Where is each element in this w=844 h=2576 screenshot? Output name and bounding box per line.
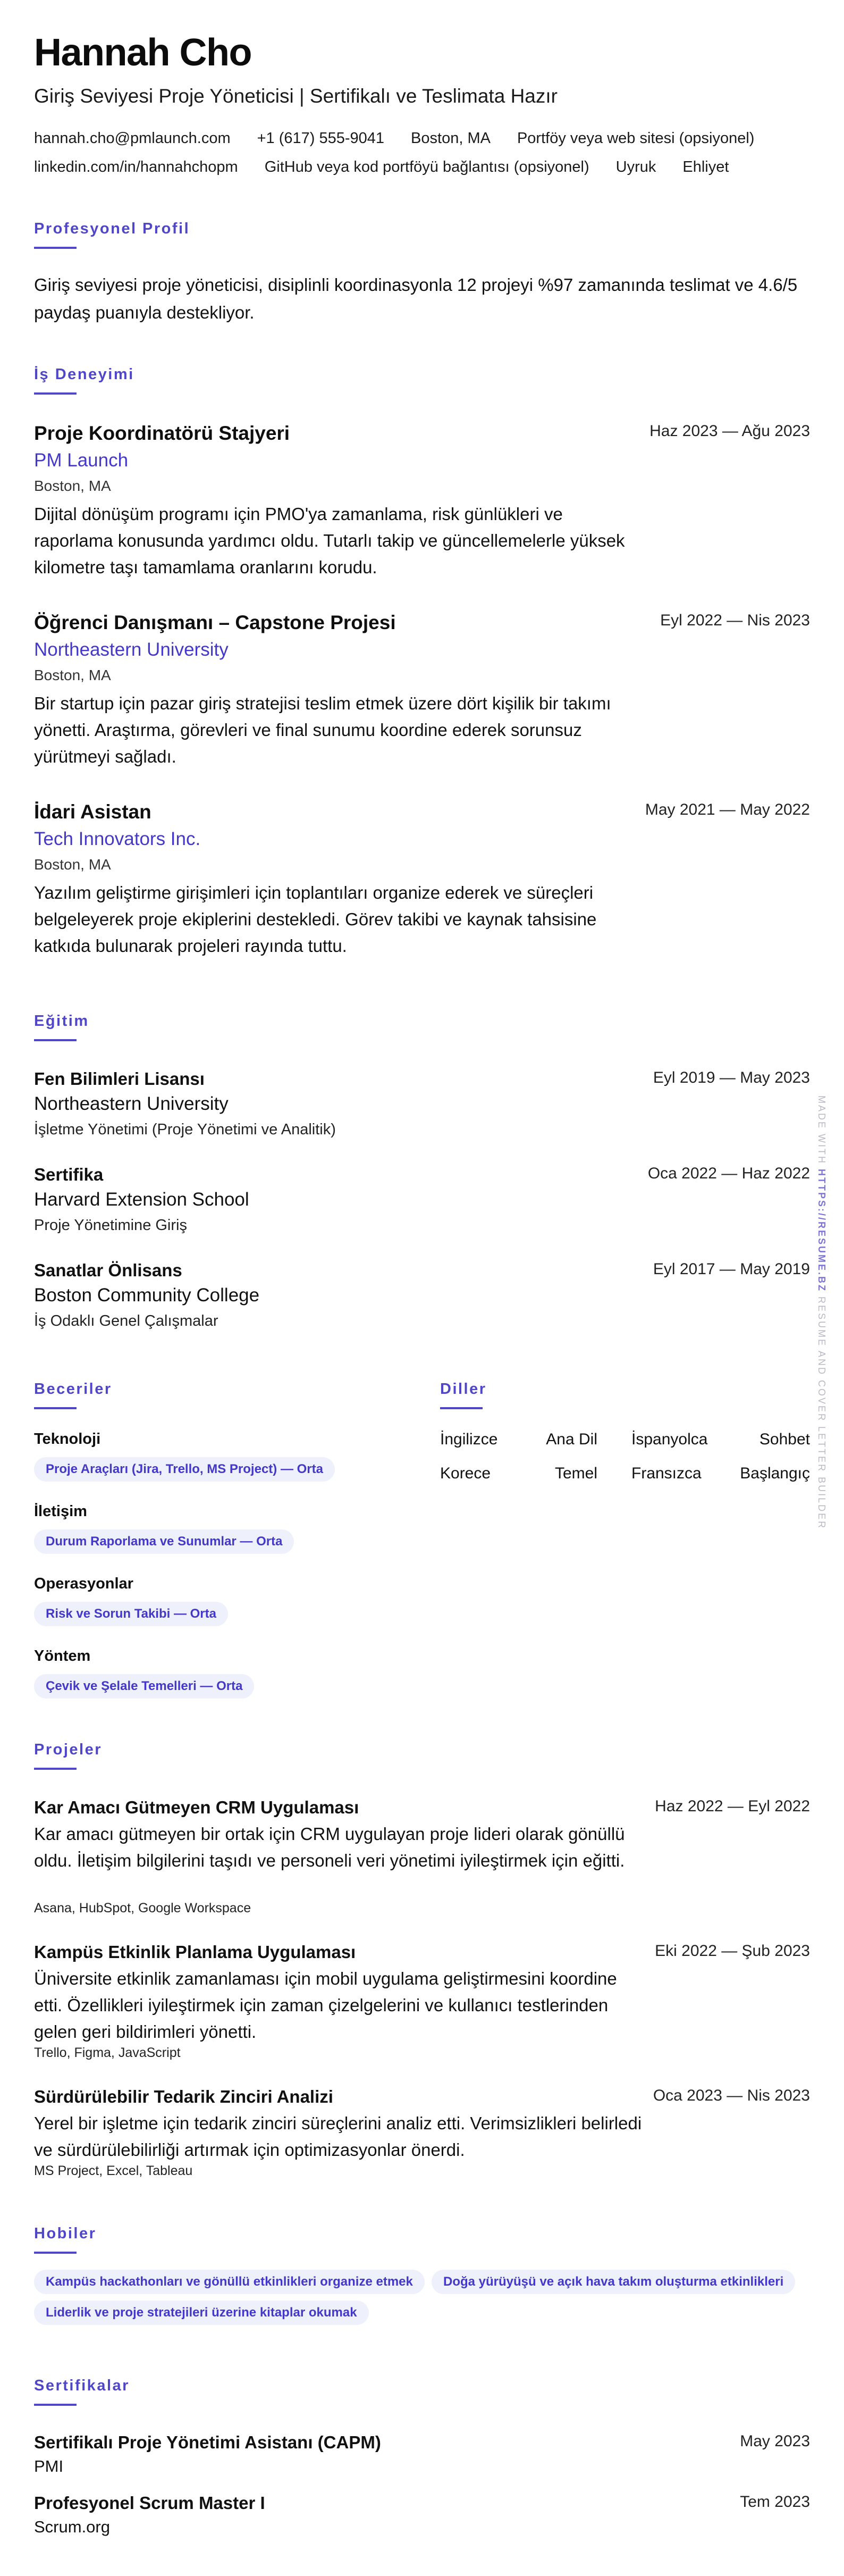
company-name: PM Launch <box>34 450 129 471</box>
certification-name: Sertifikalı Proje Yönetimi Asistanı (CAPM) <box>34 2432 381 2452</box>
degree-name: Sertifika <box>34 1165 104 1184</box>
summary-text: Giriş seviyesi proje yöneticisi, disiplinli koordinasyonla 12 projeyi %97 zamanında teslimat ve 4.6/5 paydaş puanıyla destekliyor. <box>34 275 798 322</box>
credit-prefix: MADE WITH <box>816 1095 827 1169</box>
section-title-languages: Diller <box>440 1381 487 1398</box>
project-name: Sürdürülebilir Tedarik Zinciri Analizi <box>34 2087 333 2106</box>
language-name: Korece <box>440 1465 491 1482</box>
school-name: Harvard Extension School <box>34 1189 249 1210</box>
company-name: Northeastern University <box>34 639 229 660</box>
section-title-summary: Profesyonel Profil <box>34 220 190 237</box>
project-tech: Asana, HubSpot, Google Workspace <box>34 1901 251 1916</box>
language-level: Ana Dil <box>546 1431 597 1448</box>
contact-github[interactable]: GitHub veya kod portföyü bağlantısı (opsiyonel) <box>264 158 589 175</box>
section-title-experience: İş Deneyimi <box>34 366 134 383</box>
company-name: Tech Innovators Inc. <box>34 829 201 849</box>
section-rule <box>34 1039 77 1041</box>
section-rule <box>34 2404 77 2406</box>
contact-nationality: Uyruk <box>615 158 656 175</box>
credit-suffix: RESUME AND COVER LETTER BUILDER <box>816 1292 827 1530</box>
skill-category: Teknoloji <box>34 1431 101 1448</box>
field-of-study: Proje Yönetimine Giriş <box>34 1217 187 1234</box>
education-dates: Eyl 2017 — May 2019 <box>653 1260 810 1278</box>
job-location: Boston, MA <box>34 478 111 494</box>
education-dates: Eyl 2019 — May 2023 <box>653 1069 810 1086</box>
skill-category: Yöntem <box>34 1647 91 1665</box>
hobby-chip: Doğa yürüyüşü ve açık hava takım oluşturma etkinlikleri <box>432 2270 795 2294</box>
job-title: Öğrenci Danışmanı – Capstone Projesi <box>34 612 396 633</box>
language-level: Başlangıç <box>740 1465 810 1482</box>
language-name: Fransızca <box>631 1465 702 1482</box>
section-title-projects: Projeler <box>34 1741 102 1758</box>
section-title-skills: Beceriler <box>34 1381 112 1398</box>
project-dates: Oca 2023 — Nis 2023 <box>653 2087 810 2104</box>
skill-category: Operasyonlar <box>34 1575 133 1592</box>
skill-chip: Durum Raporlama ve Sunumlar — Orta <box>34 1529 294 1554</box>
job-location: Boston, MA <box>34 856 111 873</box>
hobby-chip: Kampüs hackathonları ve gönüllü etkinlikleri organize etmek <box>34 2270 425 2294</box>
school-name: Northeastern University <box>34 1093 229 1114</box>
section-title-certifications: Sertifikalar <box>34 2377 130 2394</box>
project-dates: Haz 2022 — Eyl 2022 <box>655 1797 810 1815</box>
field-of-study: İş Odaklı Genel Çalışmalar <box>34 1312 218 1329</box>
section-rule <box>34 247 77 249</box>
credit-link[interactable]: HTTPS://RESUME.BZ <box>816 1169 827 1293</box>
skill-chip: Risk ve Sorun Takibi — Orta <box>34 1602 228 1626</box>
candidate-name: Hannah Cho <box>34 31 251 74</box>
contact-portfolio[interactable]: Portföy veya web sitesi (opsiyonel) <box>517 130 755 147</box>
certification-name: Profesyonel Scrum Master I <box>34 2493 265 2513</box>
job-description: Bir startup için pazar giriş stratejisi teslim etmek üzere dört kişilik bir takımı yönetti. Araştırma, görevleri ve final sunumu koordine ederek sorunsuz yürütmeyi sağladı. <box>34 693 611 766</box>
project-dates: Eki 2022 — Şub 2023 <box>655 1942 810 1960</box>
hobby-chip: Liderlik ve proje stratejileri üzerine kitaplar okumak <box>34 2301 369 2325</box>
contact-row-primary <box>34 130 781 147</box>
project-name: Kar Amacı Gütmeyen CRM Uygulaması <box>34 1797 359 1817</box>
contact-location: Boston, MA <box>411 130 491 147</box>
school-name: Boston Community College <box>34 1285 260 1306</box>
project-description: Kar amacı gütmeyen bir ortak için CRM uygulayan proje lideri olarak gönüllü oldu. İletişim bilgilerini taşıdı ve personeli veri yönetimi iyileştirmek için eğitti. <box>34 1824 625 1870</box>
project-name: Kampüs Etkinlik Planlama Uygulaması <box>34 1942 356 1962</box>
field-of-study: İşletme Yönetimi (Proje Yönetimi ve Analitik) <box>34 1121 336 1138</box>
job-title: Proje Koordinatörü Stajyeri <box>34 422 290 444</box>
certification-issuer: Scrum.org <box>34 2518 110 2536</box>
section-rule <box>34 1407 77 1409</box>
degree-name: Fen Bilimleri Lisansı <box>34 1069 205 1089</box>
skill-category: İletişim <box>34 1503 87 1520</box>
section-rule <box>34 392 77 395</box>
project-description: Üniversite etkinlik zamanlaması için mobil uygulama geliştirmesini koordine etti. Özellikleri iyileştirmek için zaman çizelgelerini ve kullanıcı testlerinden gelen geri bildirimleri yönetti. <box>34 1969 617 2042</box>
section-title-education: Eğitim <box>34 1013 89 1030</box>
contact-linkedin[interactable]: linkedin.com/in/hannahchopm <box>34 158 238 175</box>
job-dates: Haz 2023 — Ağu 2023 <box>649 422 810 440</box>
job-dates: May 2021 — May 2022 <box>645 801 810 818</box>
section-title-hobbies: Hobiler <box>34 2225 97 2242</box>
project-tech: MS Project, Excel, Tableau <box>34 2163 193 2178</box>
certification-date: May 2023 <box>740 2432 810 2450</box>
degree-name: Sanatlar Önlisans <box>34 1260 182 1280</box>
skill-chip: Çevik ve Şelale Temelleri — Orta <box>34 1674 254 1699</box>
builder-credit <box>816 1095 827 1530</box>
certification-date: Tem 2023 <box>740 2493 810 2511</box>
education-dates: Oca 2022 — Haz 2022 <box>647 1165 810 1182</box>
language-name: İngilizce <box>440 1431 498 1448</box>
language-name: İspanyolca <box>631 1431 708 1448</box>
project-description: Yerel bir işletme için tedarik zinciri süreçlerini analiz etti. Verimsizlikleri belirledi ve sürdürülebilirliği artırmak için optimizasyonlar önerdi. <box>34 2113 642 2160</box>
job-description: Dijital dönüşüm programı için PMO'ya zamanlama, risk günlükleri ve raporlama konusunda yardımcı oldu. Tutarlı takip ve güncellemelerle yüksek kilometre taşı tamamlama oranlarını korudu. <box>34 504 625 577</box>
contact-row-secondary <box>34 158 755 176</box>
contact-email[interactable]: hannah.cho@pmlaunch.com <box>34 130 231 147</box>
job-location: Boston, MA <box>34 667 111 683</box>
language-level: Temel <box>554 1465 597 1482</box>
candidate-headline: Giriş Seviyesi Proje Yöneticisi | Sertifikalı ve Teslimata Hazır <box>34 85 558 107</box>
contact-license: Ehliyet <box>682 158 729 175</box>
project-tech: Trello, Figma, JavaScript <box>34 2045 181 2060</box>
job-description: Yazılım geliştirme girişimleri için toplantıları organize ederek ve süreçleri belgeleyerek proje ekiplerini destekledi. Görev takibi ve kaynak tahsisine katkıda bulunarak projeleri rayında tuttu. <box>34 883 597 956</box>
certification-issuer: PMI <box>34 2457 64 2475</box>
job-dates: Eyl 2022 — Nis 2023 <box>660 612 810 629</box>
contact-phone[interactable]: +1 (617) 555-9041 <box>257 130 385 147</box>
language-level: Sohbet <box>759 1431 810 1448</box>
skill-chip: Proje Araçları (Jira, Trello, MS Project) — Orta <box>34 1457 335 1482</box>
job-title: İdari Asistan <box>34 801 151 823</box>
section-rule <box>440 1407 483 1409</box>
section-rule <box>34 2252 77 2254</box>
section-rule <box>34 1768 77 1770</box>
